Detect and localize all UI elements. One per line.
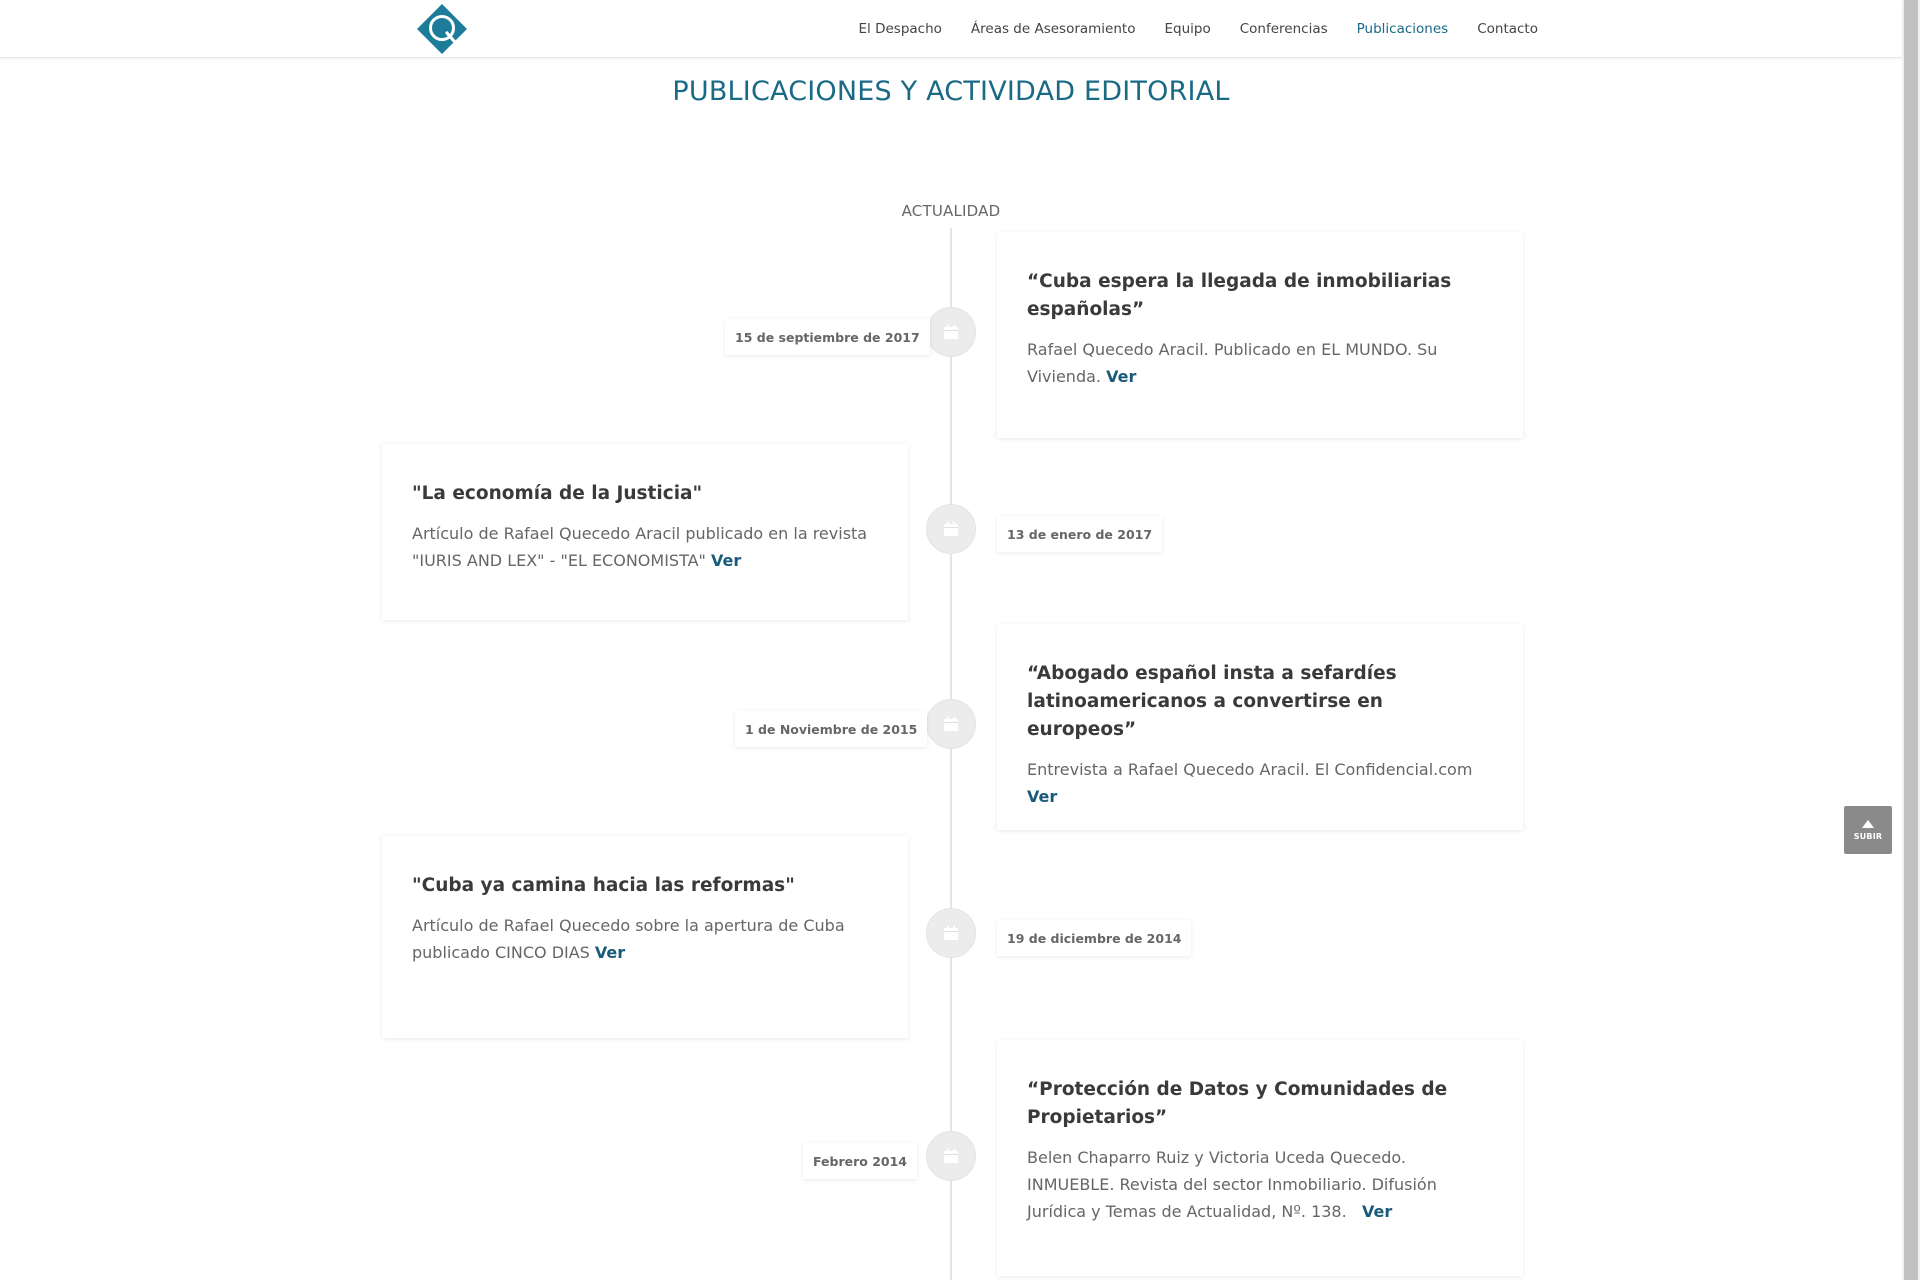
date-badge: 15 de septiembre de 2017 xyxy=(725,319,930,355)
publication-card xyxy=(382,444,908,620)
calendar-icon xyxy=(943,716,959,732)
site-header xyxy=(0,0,1902,58)
ver-link[interactable]: Ver xyxy=(711,551,742,570)
back-to-top-button[interactable] xyxy=(1844,806,1892,854)
ver-link[interactable]: Ver xyxy=(1106,367,1137,386)
main-nav xyxy=(838,0,1538,58)
card-title: "Cuba ya camina hacia las reformas" xyxy=(412,875,795,896)
timeline-marker xyxy=(926,504,976,554)
timeline-marker xyxy=(926,699,976,749)
card-title: "La economía de la Justicia" xyxy=(412,483,703,504)
section-label: ACTUALIDAD xyxy=(901,202,1001,220)
nav-areas-de-asesoramiento[interactable]: Áreas de Asesoramiento xyxy=(970,21,1136,37)
nav-equipo[interactable]: Equipo xyxy=(1164,21,1211,37)
calendar-icon xyxy=(943,925,959,941)
publication-card xyxy=(997,624,1523,830)
nav-el-despacho[interactable]: El Despacho xyxy=(858,21,942,37)
card-text xyxy=(412,520,878,574)
publication-card xyxy=(997,1040,1523,1276)
calendar-icon xyxy=(943,1148,959,1164)
timeline-line xyxy=(950,228,952,1280)
calendar-icon xyxy=(943,324,959,340)
ver-link[interactable]: Ver xyxy=(1027,787,1058,806)
page-scrollbar[interactable] xyxy=(1902,0,1920,1280)
card-description: Artículo de Rafael Quecedo sobre la apertura de Cuba publicado CINCO DIAS xyxy=(412,916,845,962)
card-description: Rafael Quecedo Aracil. Publicado en EL MUNDO. Su Vivienda. xyxy=(1027,340,1438,386)
publication-card xyxy=(382,836,908,1038)
site-logo[interactable] xyxy=(416,3,468,55)
card-text xyxy=(1027,336,1493,390)
card-text xyxy=(412,912,878,966)
card-description: Artículo de Rafael Quecedo Aracil publicado en la revista "IURIS AND LEX" - "EL ECONOMISTA" xyxy=(412,524,868,570)
date-badge: 1 de Noviembre de 2015 xyxy=(735,711,927,747)
nav-publicaciones[interactable]: Publicaciones xyxy=(1356,21,1449,37)
ver-link[interactable]: Ver xyxy=(594,943,626,962)
calendar-icon xyxy=(943,521,959,537)
date-badge: 19 de diciembre de 2014 xyxy=(997,920,1191,956)
nav-conferencias[interactable]: Conferencias xyxy=(1239,21,1328,37)
card-title: “Protección de Datos y Comunidades de Propietarios” xyxy=(1027,1079,1448,1128)
timeline-marker xyxy=(926,1131,976,1181)
scrollbar-thumb[interactable] xyxy=(1904,0,1918,1280)
nav-contacto[interactable]: Contacto xyxy=(1477,21,1538,37)
card-text xyxy=(1027,756,1493,810)
card-title: “Cuba espera la llegada de inmobiliarias españolas” xyxy=(1027,271,1452,320)
page-title: PUBLICACIONES Y ACTIVIDAD EDITORIAL xyxy=(672,76,1230,107)
card-title: “Abogado español insta a sefardíes latinoamericanos a convertirse en europeos” xyxy=(1027,663,1397,740)
chevron-up-icon xyxy=(1862,820,1874,828)
card-description: Belen Chaparro Ruiz y Victoria Uceda Quecedo. INMUEBLE. Revista del sector Inmobiliario. Difusión Jurídica y Temas de Actualidad, Nº. 138. xyxy=(1027,1148,1437,1221)
ver-link[interactable]: Ver xyxy=(1361,1202,1393,1221)
q-logo-icon xyxy=(416,3,468,55)
back-to-top-label: SUBIR xyxy=(1853,831,1883,841)
date-badge: 13 de enero de 2017 xyxy=(997,516,1162,552)
timeline-marker xyxy=(926,908,976,958)
date-badge: Febrero 2014 xyxy=(803,1143,917,1179)
timeline-marker xyxy=(926,307,976,357)
card-description: Entrevista a Rafael Quecedo Aracil. El Confidencial.com xyxy=(1027,760,1473,779)
publication-card xyxy=(997,232,1523,438)
card-text xyxy=(1027,1144,1493,1225)
